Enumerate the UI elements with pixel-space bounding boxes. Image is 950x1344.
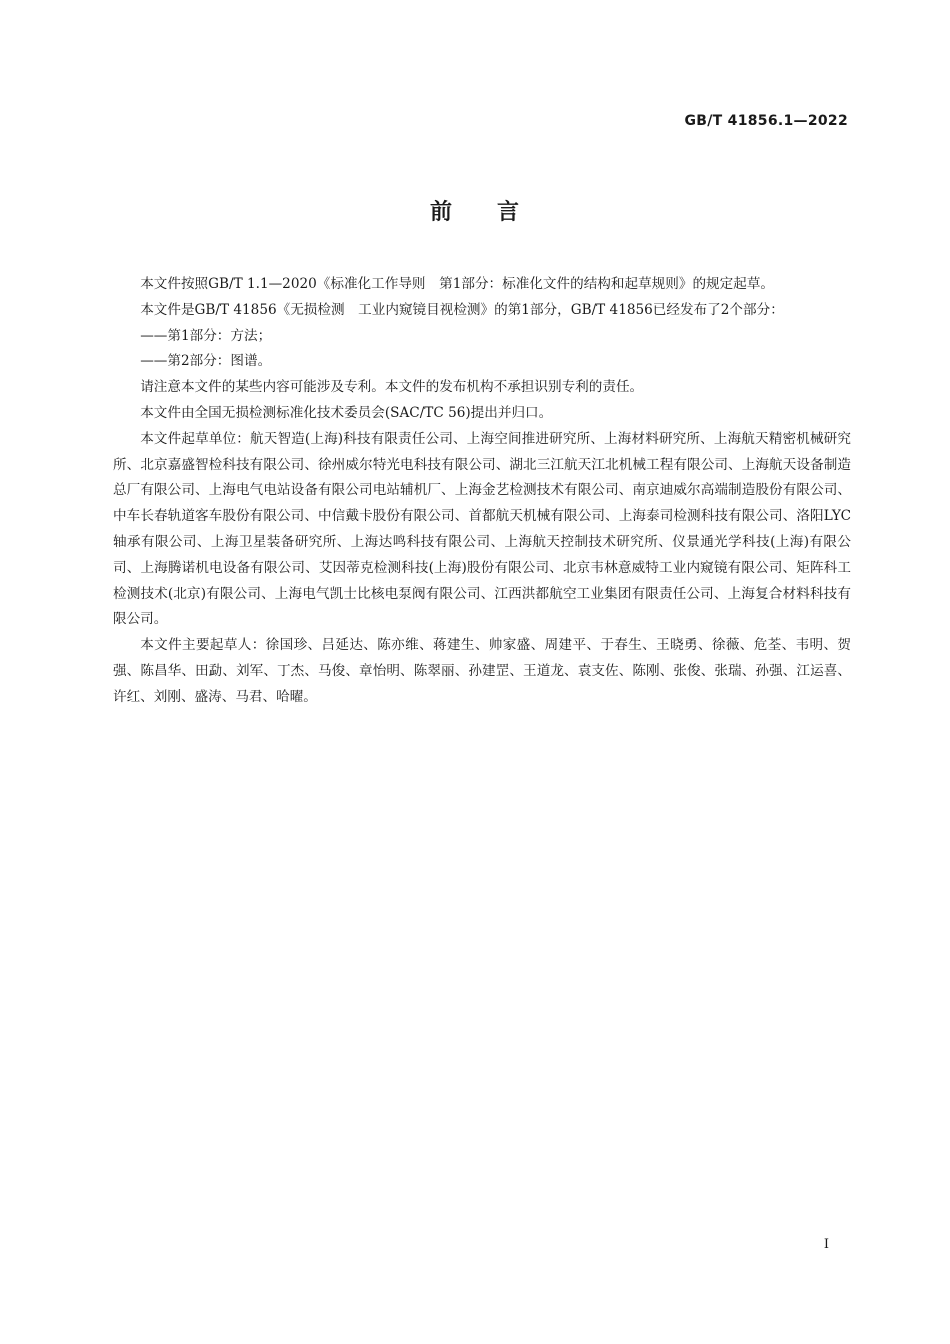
section-title-part1: 前 — [429, 200, 453, 225]
standard-number: GB/T 41856.1—2022 — [684, 113, 848, 129]
list-item-part-1: ——第1部分：方法； — [140, 327, 272, 344]
paragraph-drafting-organizations: 本文件起草单位：航天智造(上海)科技有限责任公司、上海空间推进研究所、上海材料研究所、上海航天精密机械研究所、北京嘉盛智检科技有限公司、徐州威尔特光电科技有限公司、湖北三江航天江北机械工程有限公司、上海航天设备制造总厂有限公司、上海电气电站设备有限公司电站辅机厂、上海金艺检测技术有限公司、南京迪威尔高端制造股份有限公司、中车长春轨道客车股份有限公司、中信戴卡股份有限公司、首都航天机械有限公司、上海泰司检测科技有限公司、洛阳LYC轴承有限公司、上海卫星装备研究所、上海达鸣科技有限公司、上海航天控制技术研究所、仪景通光学科技(上海)有限公司、上海腾诺机电设备有限公司、艾因蒂克检测科技(上海)股份有限公司、北京韦林意威特工业内窥镜有限公司、矩阵科工检测技术(北京)有限公司、上海电气凯士比核电泵阀有限公司、江西洪都航空工业集团有限责任公司、上海复合材料科技有限公司。 — [113, 430, 851, 628]
foreword-body — [113, 272, 851, 711]
paragraph-patent-notice: 请注意本文件的某些内容可能涉及专利。本文件的发布机构不承担识别专利的责任。 — [140, 379, 644, 396]
paragraph-drafters: 本文件主要起草人：徐国珍、吕延达、陈亦维、蒋建生、帅家盛、周建平、于春生、王晓勇、徐薇、危荃、韦明、贺强、陈昌华、田勐、刘军、丁杰、马俊、章怡明、陈翠丽、孙建罡、王道龙、袁支佐、陈刚、张俊、张瑞、孙强、江运喜、许红、刘刚、盛涛、马君、哈曜。 — [113, 637, 851, 705]
paragraph-committee: 本文件由全国无损检测标准化技术委员会(SAC/TC 56)提出并归口。 — [140, 404, 553, 421]
page-number: I — [823, 1237, 829, 1252]
list-item-part-2: ——第2部分：图谱。 — [140, 353, 272, 370]
paragraph-drafting-rules: 本文件按照GB/T 1.1—2020《标准化工作导则 第1部分：标准化文件的结构和起草规则》的规定起草。 — [140, 276, 775, 292]
paragraph-series-intro: 本文件是GB/T 41856《无损检测 工业内窥镜目视检测》的第1部分，GB/T 41856已经发布了2个部分： — [140, 301, 784, 318]
section-title-part2: 言 — [497, 200, 521, 225]
section-title — [0, 195, 950, 226]
